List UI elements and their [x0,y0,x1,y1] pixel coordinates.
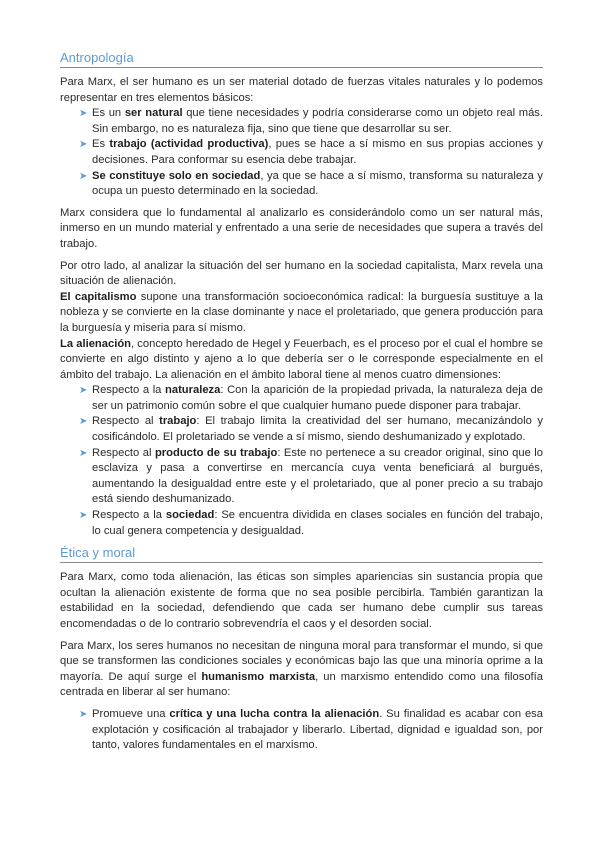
list-item: ➤ Se constituye solo en sociedad, ya que se hace a sí mismo, transforma su naturaleza y ocupa un puesto determinado en la sociedad. [79,169,544,198]
arrow-bullet-icon: ➤ [79,385,88,397]
basic-elements-list [60,106,543,200]
paragraph: Por otro lado, al analizar la situación del ser humano en la sociedad capitalista, Marx revela una situación de alienación. [60,259,543,288]
alienation-dimensions-list [60,383,543,539]
humanism-list [60,707,543,754]
list-item: ➤ Es un ser natural que tiene necesidades y podría considerarse como un objeto real más. Sin embargo, no es naturaleza fija, sino que tiene que desarrollar su ser. [79,107,543,135]
list-item: ➤ Es trabajo (actividad productiva), pues se hace a sí mismo en sus propias acciones y decisiones. Para conformar su esencia debe trabajar. [79,138,544,166]
list-item: ➤ Promueve una crítica y una lucha contra la alienación. Su finalidad es acabar con esa explotación y cosificación al trabajador y liberarlo. Libertad, dignidad e igualdad son, por tanto, valores fundamentales en el marxismo. [79,707,543,752]
section-heading-etica: Ética y moral [60,545,543,563]
list-item: ➤ Respecto al trabajo: El trabajo limita la creatividad del ser humano, mecanizándolo y cosificándolo. El proletariado se vende a sí mismo, siendo deshumanizado y explotado. [79,415,544,444]
section-heading-antropologia: Antropología [60,50,543,68]
arrow-bullet-icon: ➤ [79,708,88,720]
arrow-bullet-icon: ➤ [79,447,88,459]
arrow-bullet-icon: ➤ [79,108,88,120]
paragraph: Para Marx, los seres humanos no necesitan de ninguna moral para transformar el mundo, si que que se transformen las condiciones sociales y económicas bajo las que una minoría oprime a la mayoría. De aquí surge el humanismo marxista, un marxismo entendido como una filosofía centrada en liberar al ser humano: [60,639,543,699]
arrow-bullet-icon: ➤ [79,510,88,522]
list-item: ➤ Respecto a la sociedad: Se encuentra dividida en clases sociales en función del trabajo, lo cual genera competencia y desigualdad. [79,509,543,537]
paragraph: El capitalismo supone una transformación socioeconómica radical: la burguesía sustituye a la nobleza y se convierte en la clase dominante y nace el proletariado, que genera producción para la burguesía y miseria para sí mismo. [60,290,543,334]
arrow-bullet-icon: ➤ [79,139,88,151]
list-item: ➤ Respecto a la naturaleza: Con la aparición de la propiedad privada, la naturaleza deja de ser un patrimonio común sobre el que cualquier humano puede disponer para trabajar. [79,384,543,412]
intro-paragraph: Para Marx, el ser humano es un ser material dotado de fuerzas vitales naturales y lo podemos representar en tres elementos básicos: [60,76,543,104]
arrow-bullet-icon: ➤ [79,416,88,428]
arrow-bullet-icon: ➤ [79,170,88,182]
list-item: ➤ Respecto al producto de su trabajo: Este no pertenece a su creador original, sino que lo esclaviza y pasa a convertirse en mercancía cuya venta beneficiará al burgués, aumentando la desigualdad entre este y el proletariado, que al poner precio a su trabajo está siendo deshumanizado. [79,446,543,506]
paragraph: Marx considera que lo fundamental al analizarlo es considerándolo como un ser natural más, inmerso en un mundo material y enfrentado a una serie de necesidades que supera a través del trabajo. [60,206,543,250]
paragraph: Para Marx, como toda alienación, las éticas son simples apariencias sin sustancia propia que ocultan la alienación existente de forma que no sea posible percibirla. También garantizan la estabilidad en la sociedad, defendiendo que cada ser humano debe cumplir sus tareas encomendadas o de lo contrario sobrevendría el caos y el desorden social. [60,571,543,630]
paragraph: La alienación, concepto heredado de Hegel y Feuerbach, es el proceso por el cual el hombre se convierte en algo distinto y ajeno a lo que debería ser o le corresponde especialmente en el ámbito del trabajo. La alienación en el ámbito laboral tiene al menos cuatro dimensiones: [60,337,543,381]
